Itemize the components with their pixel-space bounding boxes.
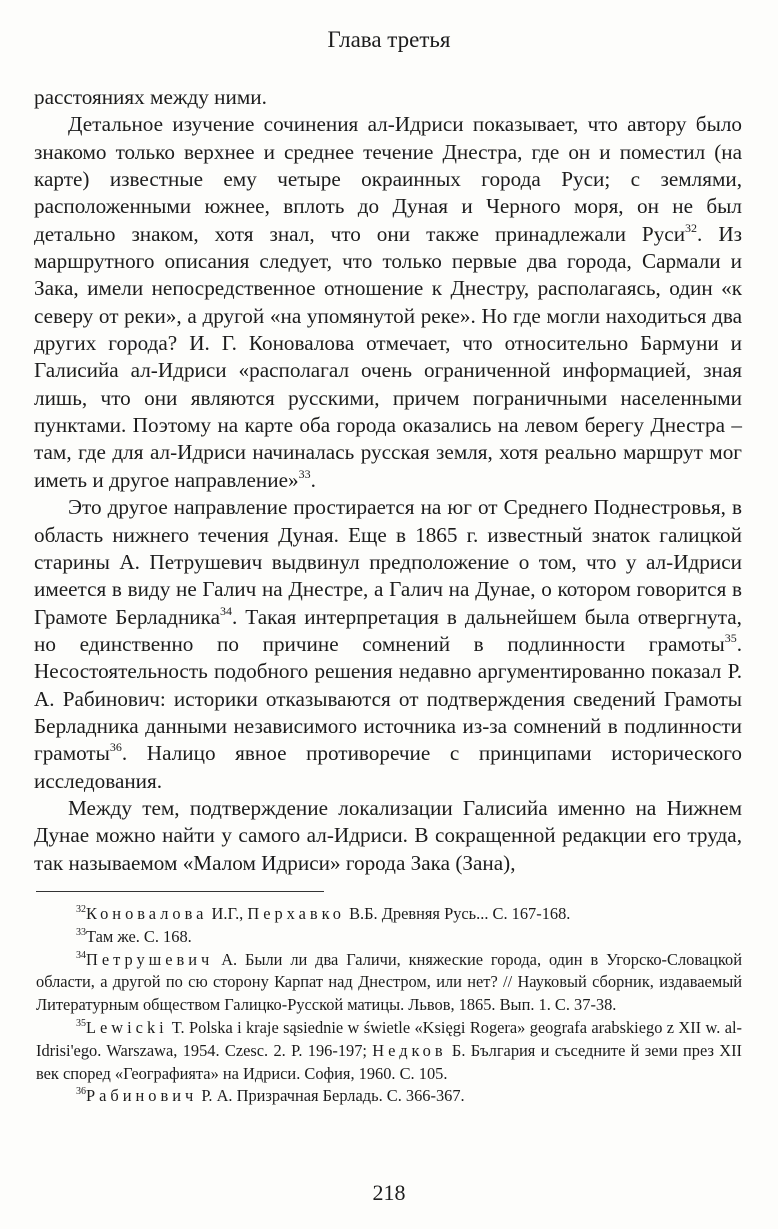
footnote-ref[interactable]: 34	[220, 603, 232, 618]
paragraph: Между тем, подтверждение локализации Галисийа именно на Нижнем Дунае можно найти у самого ал-Идриси. В сокращенной редакции его труда, так называемом «Малом Идриси» города Зака (Зана),	[34, 795, 742, 875]
footnote-ref[interactable]: 36	[109, 740, 122, 755]
footnote-ref[interactable]: 32	[685, 220, 698, 235]
footnotes	[36, 903, 742, 1108]
running-header: Глава третья	[327, 27, 451, 52]
footnote-divider	[36, 891, 324, 892]
footnote-ref[interactable]: 35	[724, 630, 737, 645]
paragraph: расстояниях между ними.	[34, 85, 267, 109]
main-text	[34, 84, 742, 877]
paragraph: Детальное изучение сочинения ал-Идриси показывает, что автору было знакомо только верхнее и среднее течение Днестра, где он и поместил (на карте) известные ему четыре окраинных города Руси; с землями, расположенными южнее, вплоть до Дуная и Черного моря, он не был детально знаком, хотя знал, что они также принадлежали Руси$^{32}$. Из маршрутного описания следует, что только первые два города, Сармали и Зака, имели непосредственное отношение к Днестру, располагаясь, один «к северу от реки», а другой «на упомянутой реке». Но где могли находиться два других города? И. Г. Коновалова отмечает, что относительно Бармуни и Галисийа ал-Идриси «располагал очень ограниченной информацией, зная лишь, что они являются русскими, причем пограничными населенными пунктами. Поэтому на карте оба города оказались на левом берегу Днестра – там, где для ал-Идриси начиналась русская земля, хотя реально маршрут мог иметь и другое направление»$^{33}$.	[34, 112, 742, 492]
footnote: $^{34}$Петрушевич А. Были ли два Галичи, княжеские города, один в Угорско-Словацкой области, а другой по сю сторону Карпат над Днестром, или нет? // Науковый сборник, издаваемый Литературным обществом Галицко-Русской матицы. Львов, 1865. Вып. 1. С. 37-38.	[36, 949, 742, 1015]
footnote-ref[interactable]: 33	[298, 466, 311, 481]
paragraph: Это другое направление простирается на юг от Среднего Поднестровья, в область нижнего течения Дуная. Еще в 1865 г. известный знаток галицкой старины А. Петрушевич выдвинул предположение о том, что у ал-Идриси имеется в виду не Галич на Днестре, а Галич на Дунае, о котором говорится в Грамоте Берладника$^{34}$. Такая интерпретация в дальнейшем была отвергнута, но единственно по причине сомнений в подлинности грамоты$^{35}$. Несостоятельность подобного решения недавно аргументированно показал Р. А. Рабинович: историки отказываются от подтверждения сведений Грамоты Берладника данными независимого источника из-за сомнений в подлинности грамоты$^{36}$. Налицо явное противоречие с принципами исторического исследования.	[34, 495, 742, 793]
page-number: 218	[372, 1180, 406, 1205]
footnote: $^{35}$Lewicki T. Polska i kraje sąsiednie w świetle «Księgi Rogera» geografa arabskiego z XII w. al-Idrisi'ego. Warszawa, 1954. Czesc. 2. P. 196-197; Недков Б. България и съседните й земи през XII век според «Географията» на Идриси. София, 1960. С. 105.	[36, 1017, 742, 1083]
footnote: $^{32}$Коновалова И.Г., Перхавко В.Б. Древняя Русь... С. 167-168.	[76, 904, 571, 923]
footnote: $^{33}$Там же. С. 168.	[76, 926, 192, 946]
footnote: $^{36}$Рабинович Р. А. Призрачная Берладь. С. 366-367.	[76, 1086, 465, 1106]
